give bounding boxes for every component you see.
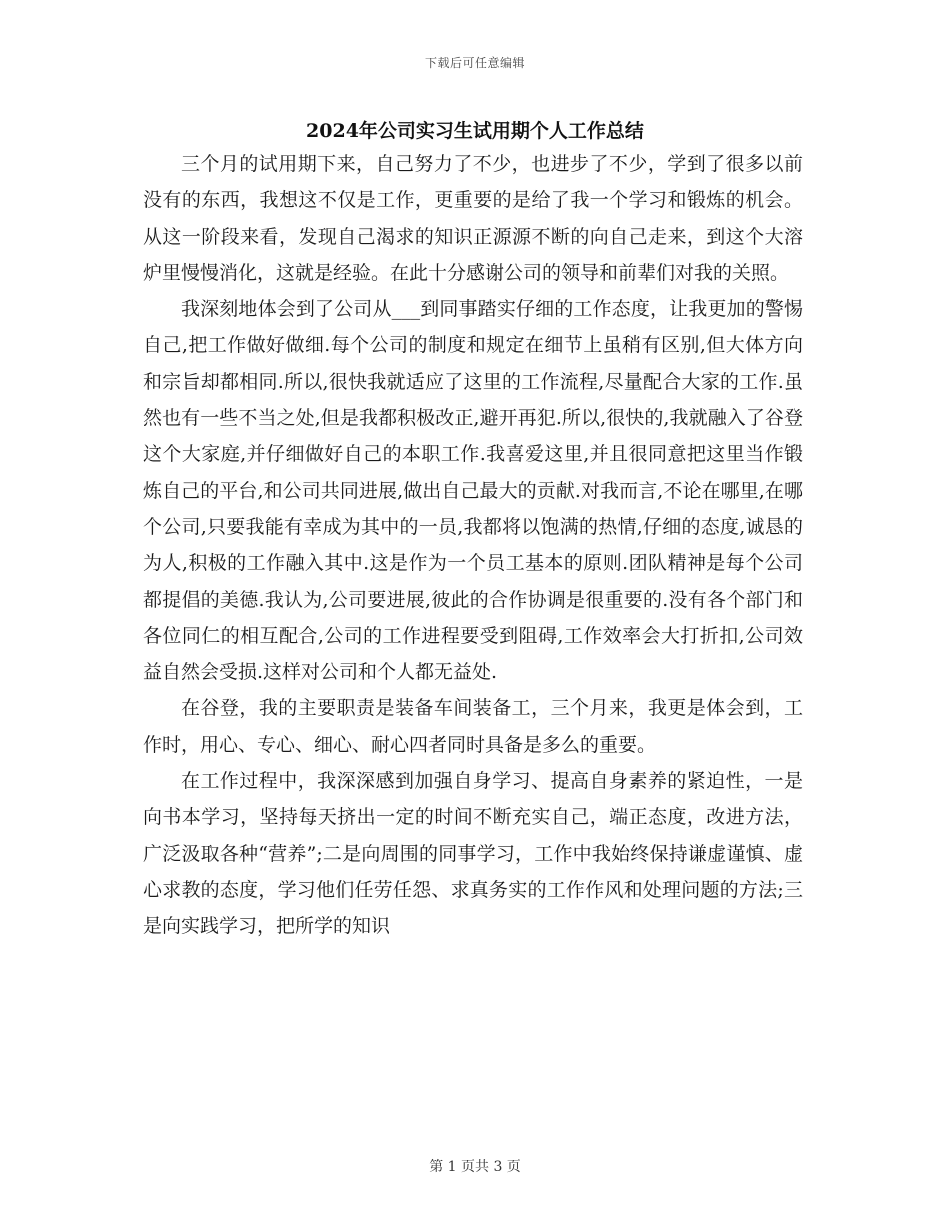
page-header-note: 下载后可任意编辑: [424, 56, 525, 70]
document-title: 2024年公司实习生试用期个人工作总结: [306, 120, 644, 142]
paragraph-3: 在谷登，我的主要职责是装备车间装备工，三个月来，我更是体会到，工作时，用心、专心、细心、耐心四者同时具备是多么的重要。: [143, 697, 803, 756]
page-number-footer: 第 1 页共 3 页: [429, 1159, 521, 1175]
paragraph-2: 我深刻地体会到了公司从___到同事踏实仔细的工作态度，让我更加的警惕自己,把工作做好做细.每个公司的制度和规定在细节上虽稍有区别,但大体方向和宗旨却都相同.所以,很快我就适应了这里的工作流程,尽量配合大家的工作.虽然也有一些不当之处,但是我都积极改正,避开再犯.所以,很快的,我就融入了谷登这个大家庭,并仔细做好自己的本职工作.我喜爱这里,并且很同意把这里当作锻炼自己的平台,和公司共同进展,做出自己最大的贡献.对我而言,不论在哪里,在哪个公司,只要我能有幸成为其中的一员,我都将以饱满的热情,仔细的态度,诚恳的为人,积极的工作融入其中.这是作为一个员工基本的原则.团队精神是每个公司都提倡的美德.我认为,公司要进展,彼此的合作协调是很重要的.没有各个部门和各位同仁的相互配合,公司的工作进程要受到阻碍,工作效率会大打折扣,公司效益自然会受损.这样对公司和个人都无益处.: [143, 298, 803, 684]
document-body: [143, 146, 803, 945]
paragraph-4: 在工作过程中，我深深感到加强自身学习、提高自身素养的紧迫性，一是向书本学习，坚持每天挤出一定的时间不断充实自己，端正态度，改进方法，广泛汲取各种“营养”;二是向周围的同事学习，工作中我始终保持谦虚谨慎、虚心求教的态度，学习他们任劳任怨、求真务实的工作作风和处理问题的方法;三是向实践学习，把所学的知识: [143, 770, 803, 938]
paragraph-1: 三个月的试用期下来，自己努力了不少，也进步了不少，学到了很多以前没有的东西，我想这不仅是工作，更重要的是给了我一个学习和锻炼的机会。从这一阶段来看，发现自己渴求的知识正源源不断的向自己走来，到这个大溶炉里慢慢消化，这就是经验。在此十分感谢公司的领导和前辈们对我的关照。: [143, 153, 803, 284]
